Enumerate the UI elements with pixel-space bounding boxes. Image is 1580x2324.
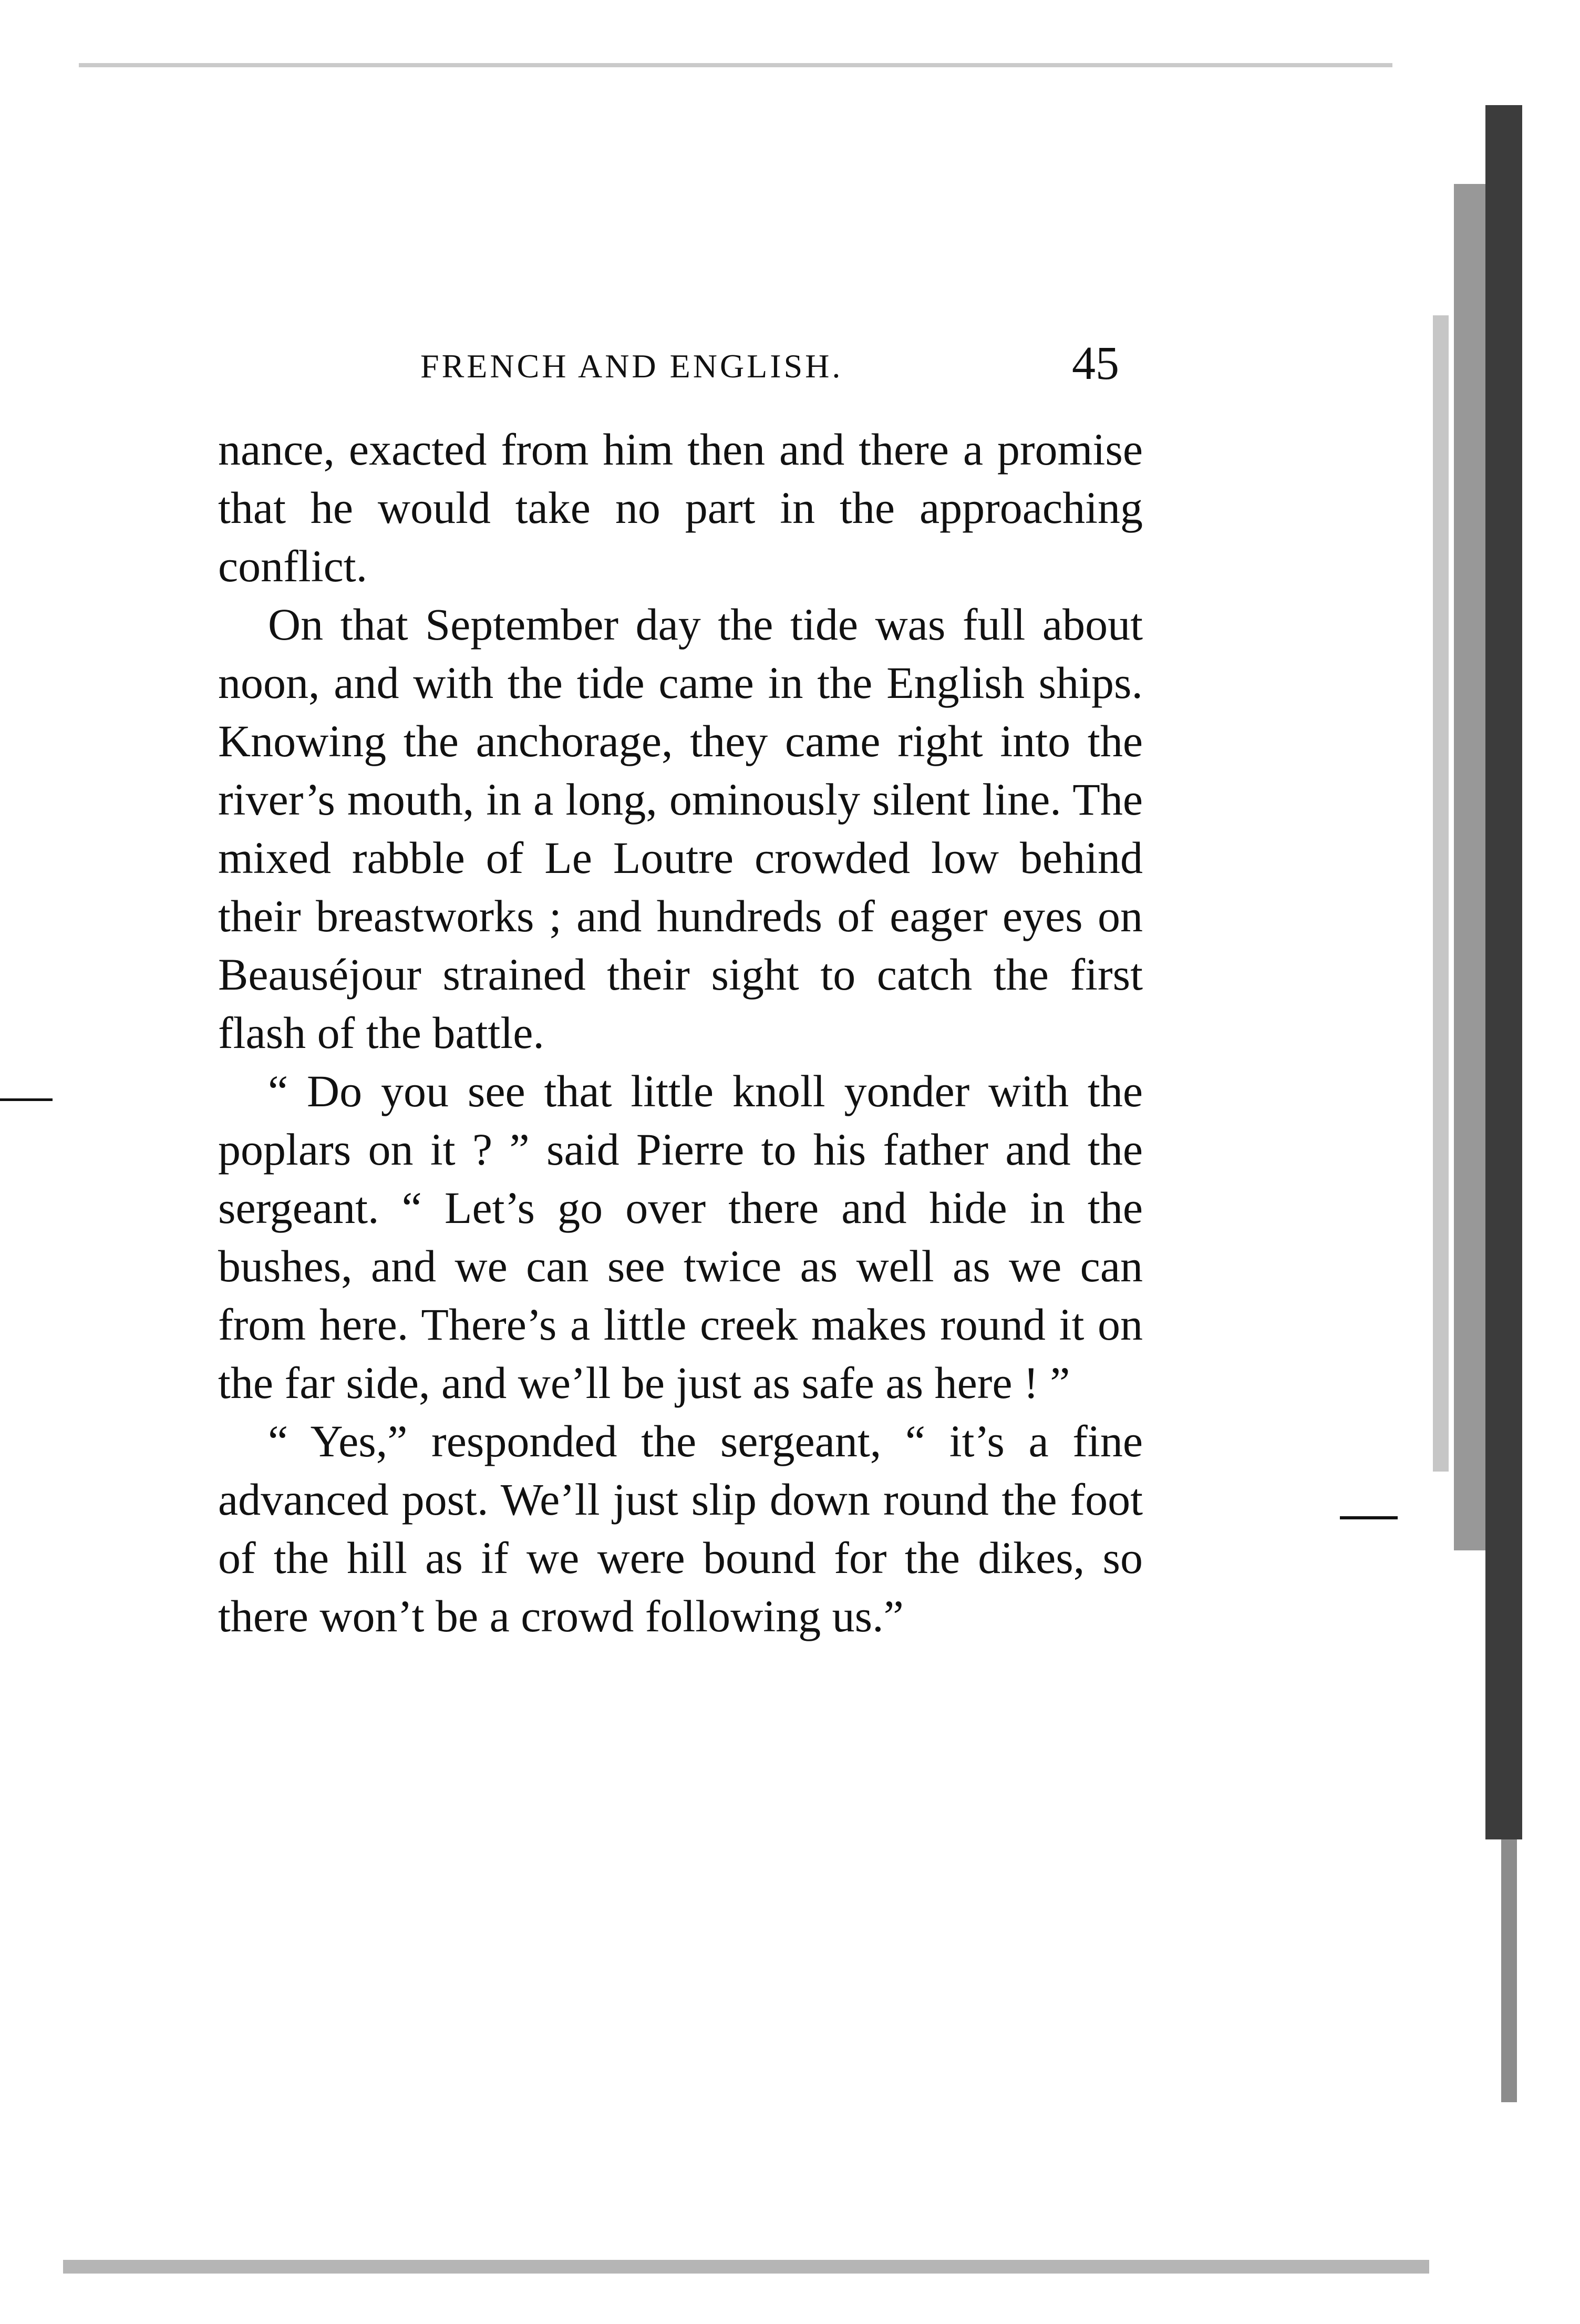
paragraph: “ Yes,” responded the sergeant, “ it’s a fine advanced post. We’ll just slip down round the foot of the hill as if we were bound for the dikes, so there won’t be a crowd following us.” [218,1416,1143,1641]
scan-top-noise [79,63,1392,67]
paragraph: “ Do you see that little knoll yonder with the poplars on it ? ” said Pierre to his father and the sergeant. “ Let’s go over there and hide in the bushes, and we can see twice as well as we can from here. There’s a little creek makes round it on the far side, and we’ll be just as safe as here ! ” [218,1066,1143,1408]
page-number: 45 [1072,337,1119,389]
body-text [218,420,1143,1646]
right-margin-mark [1340,1516,1398,1519]
left-margin-mark [0,1098,53,1101]
scan-binding-edge [1422,105,1543,2155]
scan-bottom-noise [63,2260,1429,2274]
running-head: FRENCH AND ENGLISH. [420,347,843,385]
paragraph: On that September day the tide was full about noon, and with the tide came in the English ships. Knowing the anchorage, they came right into the river’s mouth, in a long, ominously silent line. The mixed rabble of Le Loutre crowded low behind their breastworks ; and hundreds of eager eyes on Beauséjour strained their sight to catch the first flash of the battle. [218,599,1143,1058]
paragraph: nance, exacted from him then and there a promise that he would take no part in the approaching conflict. [218,424,1143,591]
page-header [420,336,1119,394]
